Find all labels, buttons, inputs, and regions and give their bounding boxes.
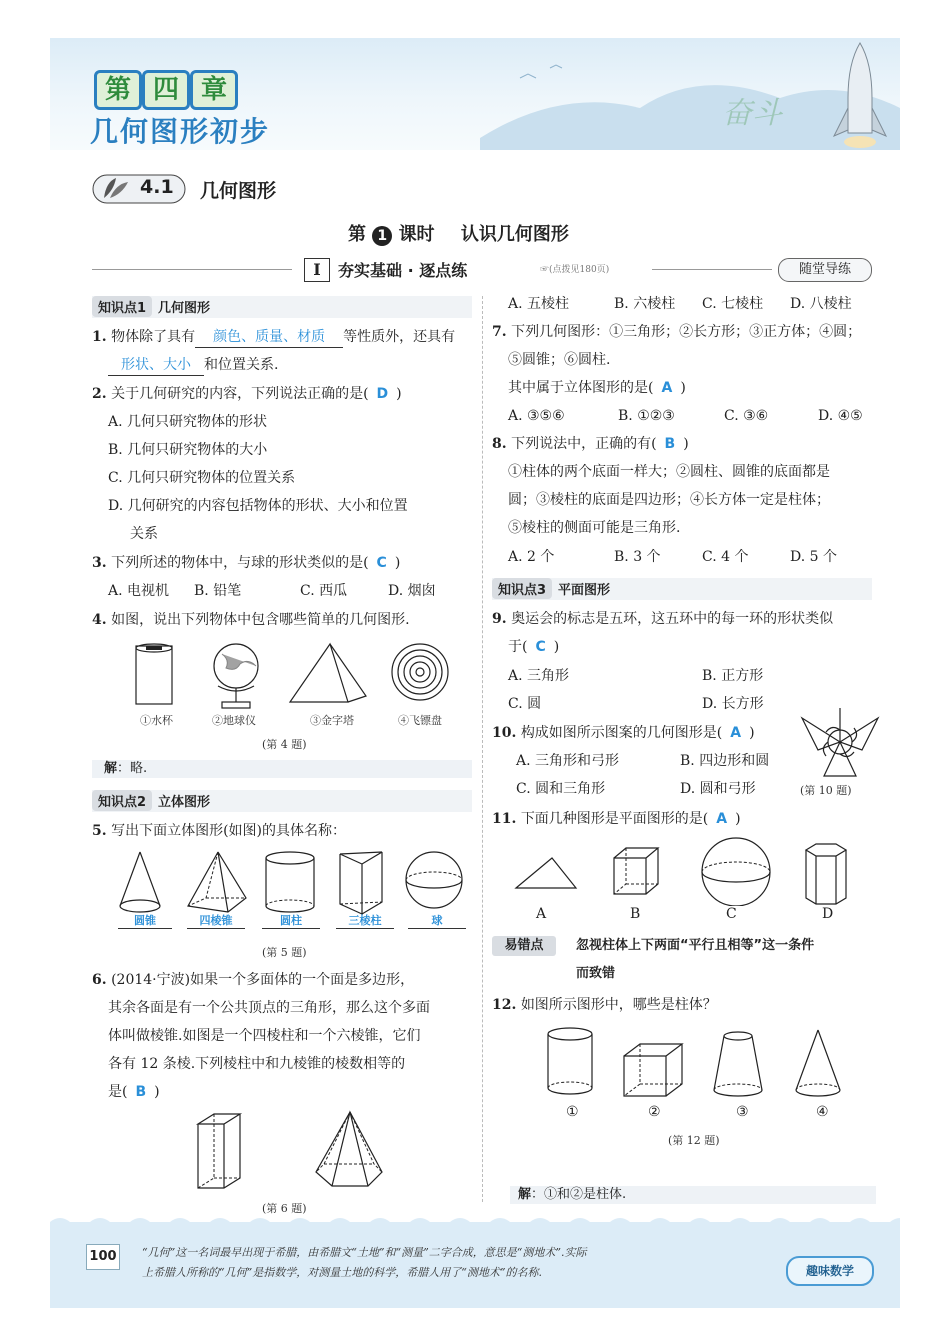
option: C. ③⑥ [724, 408, 769, 424]
option: D. 八棱柱 [790, 296, 852, 312]
q6-line: 其余各面是有一个公共顶点的三角形，那么这个多面 [108, 1000, 430, 1016]
kp-name: 几何图形 [158, 301, 211, 316]
q-text: ) [394, 555, 401, 571]
cone-icon [796, 1030, 840, 1096]
q-text: (2014·宁波)如果一个多面体的一个面是多边形， [111, 972, 415, 988]
q-number: 12. [492, 997, 517, 1013]
q8-line: ①柱体的两个底面一样大；②圆柱、圆锥的底面都是 [508, 464, 830, 480]
q-text: 等性质外，还具有 [343, 329, 456, 345]
mistake-tag: 易错点 [492, 936, 556, 956]
q-text: 如图，说出下列物体中包含哪些简单的几何图形. [111, 612, 410, 628]
figure-caption: ①水杯 [140, 714, 173, 727]
figure-label: ④ [816, 1104, 829, 1120]
option: C. 圆 [508, 696, 542, 712]
dartboard-icon [392, 644, 448, 700]
option: D. ④⑤ [818, 408, 863, 424]
triangle-icon [516, 858, 576, 888]
q3-stem [92, 553, 400, 573]
figure-caption: (第 10 题) [800, 784, 852, 797]
q6-line [92, 970, 414, 990]
chapter-char: 第 [94, 70, 142, 110]
q5-figure [112, 848, 472, 918]
sphere-icon [702, 838, 770, 906]
lesson-suffix: 课时 [398, 224, 435, 245]
option: B. 六棱柱 [614, 296, 676, 312]
sphere-icon [406, 852, 462, 908]
section-title: 几何图形 [200, 180, 277, 202]
q-text: 奥运会的标志是五环，这五环中的每一环的形状类似 [511, 611, 834, 627]
q-text: 写出下面立体图形(如图)的具体名称： [111, 823, 347, 839]
frustum-icon [714, 1032, 762, 1096]
q6-line: 各有 12 条棱.下列棱柱中和九棱锥的棱数相等的 [108, 1056, 406, 1072]
q-text: ) [396, 386, 402, 402]
option: B. 铅笔 [194, 583, 242, 599]
option: D. 圆和弓形 [680, 781, 756, 797]
q9-line [492, 609, 833, 629]
solution-label: 解 [518, 1187, 532, 1202]
quadrangular-prism-icon [198, 1114, 240, 1188]
q-number: 6. [92, 972, 107, 988]
footer-text: 上希腊人所称的“几何”是指数学，对测量土地的科学，希腊人用了“测地术”的名称. [142, 1266, 542, 1279]
figure-label: ② [648, 1104, 661, 1120]
cuboid-icon [624, 1044, 682, 1096]
cone-icon [120, 852, 160, 912]
globe-icon [214, 644, 258, 708]
q9-line [508, 637, 559, 657]
cup-icon [136, 644, 172, 704]
figure-caption: (第 6 题) [262, 1202, 307, 1215]
option: B. 四边形和圆 [680, 753, 770, 769]
q-text: 关于几何研究的内容，下列说法正确的是( [111, 386, 369, 402]
q-number: 9. [492, 611, 507, 627]
q-number: 11. [492, 811, 517, 827]
option: C. 几何只研究物体的位置关系 [108, 470, 296, 486]
q5-answer [408, 912, 466, 929]
figure-caption: (第 12 题) [668, 1134, 720, 1147]
figure-caption: (第 4 题) [262, 738, 307, 751]
option: A. 电视机 [108, 583, 170, 599]
answer-text: 三棱柱 [348, 914, 382, 927]
q5-answer [262, 912, 320, 929]
kp-tag: 知识点3 [492, 578, 552, 599]
q-text: 物体除了具有 [111, 329, 196, 345]
q-answer: D [376, 386, 389, 402]
q-text: ) [553, 639, 560, 655]
option: A. ③⑤⑥ [508, 408, 565, 424]
figure-label: B [630, 906, 641, 922]
q1-line2 [108, 355, 278, 376]
chapter-char: 章 [190, 70, 238, 110]
q1-answer-blank: 颜色、质量、材质 [195, 327, 343, 348]
q8-line: ⑤棱柱的侧面可能是三角形. [508, 520, 681, 536]
option: D. 长方形 [702, 696, 764, 712]
kp-tag: 知识点2 [92, 790, 152, 811]
q-answer: A [730, 725, 742, 741]
option: A. 几何只研究物体的形状 [108, 414, 268, 430]
figure-caption: (第 5 题) [262, 946, 307, 959]
solution-label: 解 [104, 761, 118, 776]
figure-label: ① [566, 1104, 579, 1120]
kp-name: 平面图形 [558, 583, 611, 598]
option: 关系 [130, 526, 158, 542]
square-pyramid-icon [188, 852, 246, 912]
hexagonal-prism-icon [806, 844, 846, 904]
chapter-char: 四 [142, 70, 190, 110]
q-number: 4. [92, 612, 107, 628]
solution-text: ：①和②是柱体. [531, 1187, 627, 1202]
option: A. 2 个 [508, 549, 555, 565]
q-text: ) [154, 1084, 160, 1100]
figure-caption: ②地球仪 [212, 714, 256, 727]
q11-figure [508, 836, 868, 906]
option: B. 正方形 [702, 668, 764, 684]
q4-figure [128, 640, 458, 712]
q-text: ) [749, 725, 755, 741]
option: B. 3 个 [614, 549, 661, 565]
lesson-prefix: 第 [348, 224, 366, 245]
q6-line: 体叫做棱锥.如图是一个四棱柱和一个六棱锥，它们 [108, 1028, 421, 1044]
answer-text: 圆锥 [134, 914, 156, 927]
q-number: 10. [492, 725, 517, 741]
q-text: 构成如图所示图案的几何图形是( [520, 725, 723, 741]
q8-stem [492, 434, 689, 454]
option: A. 五棱柱 [508, 296, 570, 312]
q12-solution [510, 1186, 876, 1204]
knowledge-point-3 [492, 578, 872, 600]
figure-caption: ④飞镖盘 [398, 714, 442, 727]
figure-caption: ③金字塔 [310, 714, 354, 727]
mistake-text: 忽视柱体上下两面“平行且相等”这一条件 [576, 938, 815, 953]
q6-figure [194, 1110, 394, 1190]
q5-answer [187, 912, 245, 929]
q-text: 其中属于立体图形的是( [508, 380, 654, 396]
option: D. 几何研究的内容包括物体的形状、大小和位置 [108, 498, 408, 514]
practice-note: ☞(点拨见180页) [540, 265, 610, 275]
q-number: 1. [92, 329, 107, 345]
cylinder-icon [266, 852, 314, 912]
option: B. ①②③ [618, 408, 675, 424]
q-number: 7. [492, 324, 507, 340]
q-answer: C [535, 639, 546, 655]
q7-line [508, 378, 686, 398]
kp-name: 立体图形 [158, 795, 211, 810]
answer-text: 球 [431, 914, 443, 927]
q1-answer-blank: 形状、大小 [108, 355, 204, 376]
option: D. 烟囱 [388, 583, 436, 599]
solution-text: ：略. [117, 761, 148, 776]
option: C. 西瓜 [300, 583, 348, 599]
q10-stem [492, 723, 755, 743]
q7-line: ⑤圆锥；⑥圆柱. [508, 352, 611, 368]
lesson-name: 认识几何图形 [460, 224, 569, 245]
q-answer: A [716, 811, 728, 827]
q-text: 下面几种图形是平面图形的是( [520, 811, 709, 827]
practice-title: 夯实基础 · 逐点练 [338, 261, 468, 280]
q12-stem [492, 995, 717, 1015]
q7-line [492, 322, 861, 342]
q5-answer [336, 912, 394, 929]
option: A. 三角形和弓形 [516, 753, 620, 769]
hexagonal-pyramid-icon [316, 1112, 382, 1186]
q6-line [108, 1082, 160, 1102]
figure-label: D [822, 906, 834, 922]
q12-figure [540, 1024, 850, 1100]
figure-label: ③ [736, 1104, 749, 1120]
q-number: 3. [92, 555, 107, 571]
practice-bar [92, 258, 872, 282]
figure-label: C [726, 906, 737, 922]
q-answer: A [661, 380, 673, 396]
fun-math-badge: 趣味数学 [786, 1256, 874, 1286]
q-text: 于( [508, 639, 528, 655]
option: D. 5 个 [790, 549, 837, 565]
mistake-text: 而致错 [576, 966, 616, 981]
knowledge-point-2 [92, 790, 472, 812]
q-text: ) [683, 436, 689, 452]
answer-text: 圆柱 [280, 914, 302, 927]
pyramid-icon [290, 644, 366, 702]
option: C. 4 个 [702, 549, 749, 565]
lesson-title [348, 220, 569, 246]
q8-line: 圆；③棱柱的底面是四边形；④长方体一定是柱体； [508, 492, 830, 508]
option: C. 七棱柱 [702, 296, 764, 312]
q-number: 5. [92, 823, 107, 839]
q5-stem [92, 821, 346, 841]
q-answer: B [135, 1084, 147, 1100]
q-answer: C [376, 555, 387, 571]
chapter-banner [50, 38, 900, 150]
option: A. 三角形 [508, 668, 570, 684]
rocket-icon [820, 38, 900, 150]
q-text: 和位置关系. [204, 357, 279, 373]
triangular-prism-icon [340, 852, 382, 914]
chapter-title: 几何图形初步 [90, 115, 271, 148]
q11-stem [492, 809, 741, 829]
practice-tag: 随堂导练 [778, 258, 872, 282]
q-text: ) [735, 811, 741, 827]
answer-text: 四棱锥 [199, 914, 233, 927]
q2-stem [92, 384, 402, 404]
lesson-number: 1 [372, 226, 392, 246]
pinwheel-figure [800, 706, 880, 778]
cylinder-icon [548, 1028, 592, 1094]
footer-text: “几何”这一名词最早出现于希腊，由希腊文“土地”和“测量”二字合成，意思是“测地术”.实际 [142, 1246, 587, 1259]
column-divider [482, 296, 483, 1202]
q1-line1 [92, 327, 455, 348]
figure-label: A [536, 906, 547, 922]
option: C. 圆和三角形 [516, 781, 606, 797]
q-text: 下列几何图形：①三角形；②长方形；③正方体；④圆； [511, 324, 862, 340]
q-number: 2. [92, 386, 107, 402]
q-text: 下列所述的物体中，与球的形状类似的是( [111, 555, 369, 571]
q4-stem [92, 610, 410, 630]
q-text: 是( [108, 1084, 128, 1100]
q-text: 如图所示图形中，哪些是柱体？ [520, 997, 717, 1013]
q-text: ) [680, 380, 686, 396]
q-text: 下列说法中，正确的有( [511, 436, 657, 452]
page-number: 100 [86, 1244, 120, 1270]
knowledge-point-1 [92, 296, 472, 318]
q-number: 8. [492, 436, 507, 452]
q-answer: B [664, 436, 676, 452]
kp-tag: 知识点1 [92, 296, 152, 317]
cube-icon [614, 848, 658, 894]
section-number: 4.1 [140, 176, 174, 198]
decor-text: 奋斗 [722, 96, 782, 131]
practice-roman: Ⅰ [304, 258, 330, 282]
wave-decoration [50, 1214, 900, 1230]
q4-solution [92, 760, 472, 778]
q5-answer [118, 912, 172, 929]
option: B. 几何只研究物体的大小 [108, 442, 268, 458]
